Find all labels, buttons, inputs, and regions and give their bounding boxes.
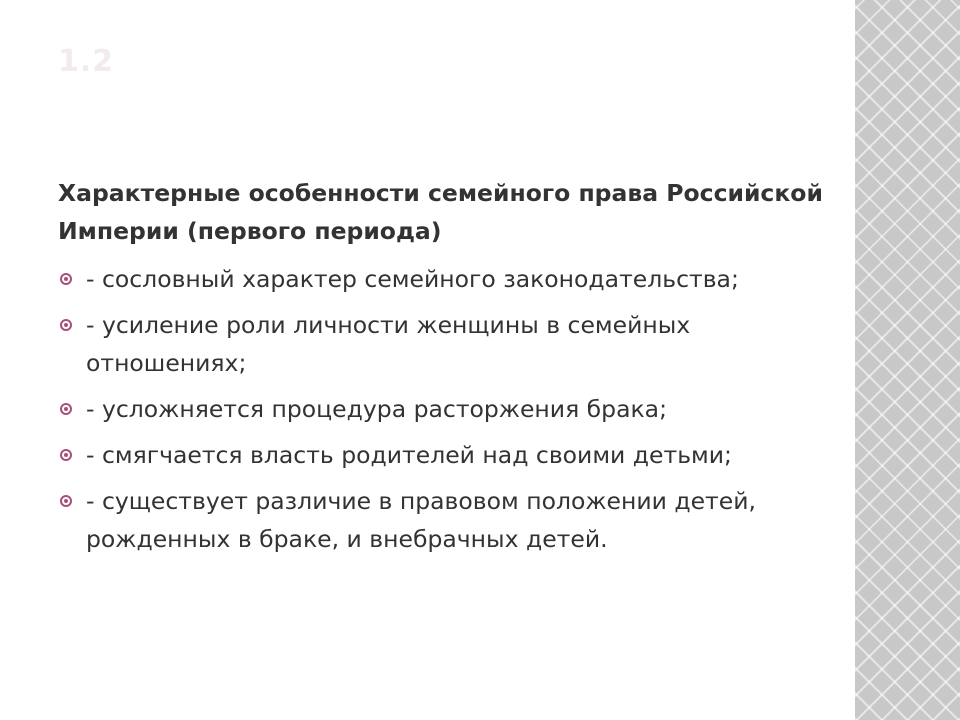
bullet-text: - сословный характер семейного законодательства;	[86, 265, 739, 293]
bullet-text: - усиление роли личности женщины в семейных отношениях;	[86, 311, 691, 377]
bullet-text: - усложняется процедура расторжения брака;	[86, 395, 667, 423]
bullet-text: - смягчается власть родителей над своими детьми;	[86, 441, 732, 469]
slide-content	[58, 174, 838, 566]
bullet-text: - существует различие в правовом положении детей, рожденных в браке, и внебрачных детей.	[86, 487, 756, 553]
circle-bullet-icon	[60, 273, 72, 285]
circle-bullet-icon	[60, 495, 72, 507]
circle-bullet-icon	[60, 403, 72, 415]
bullet-item	[58, 390, 838, 428]
bullet-item	[58, 306, 838, 382]
circle-bullet-icon	[60, 319, 72, 331]
bullet-list	[58, 260, 838, 558]
bullet-item	[58, 260, 838, 298]
circle-bullet-icon	[60, 449, 72, 461]
decorative-side-panel	[855, 0, 960, 720]
slide-heading: Характерные особенности семейного права Российской Империи (первого периода)	[58, 179, 823, 245]
slide-number: 1.2	[58, 44, 115, 79]
bullet-item	[58, 436, 838, 474]
bullet-item	[58, 482, 838, 558]
